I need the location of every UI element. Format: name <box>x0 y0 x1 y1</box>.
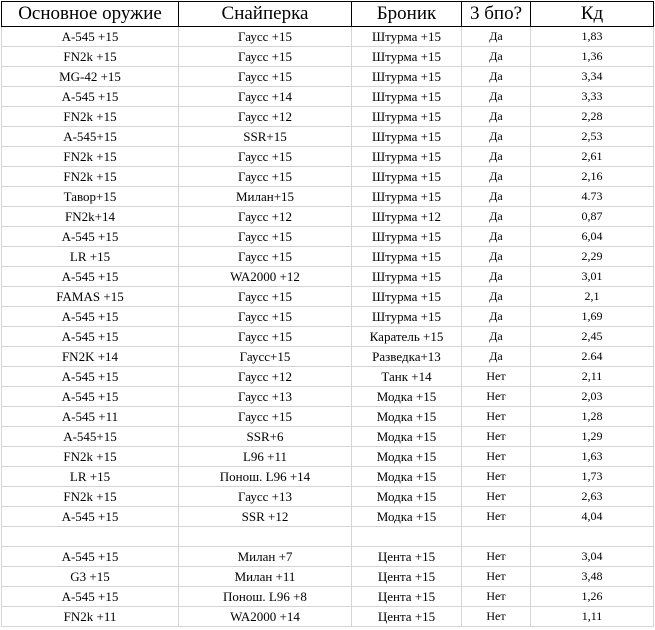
cell-primary-weapon: А-545 +15 <box>2 547 179 567</box>
cell-armor: Штурма +15 <box>352 47 462 67</box>
cell-kd: 1,36 <box>531 47 654 67</box>
cell-kd: 6,04 <box>531 227 654 247</box>
table-row <box>2 187 654 207</box>
cell-three-bpo: Да <box>462 347 531 367</box>
header-armor: Броник <box>352 2 462 27</box>
cell-sniper: Понош. L96 +8 <box>179 587 352 607</box>
cell-primary-weapon: А-545 +15 <box>2 327 179 347</box>
header-three-bpo: 3 бпо? <box>462 2 531 27</box>
table-row <box>2 147 654 167</box>
table-row <box>2 467 654 487</box>
cell-three-bpo: Нет <box>462 487 531 507</box>
cell-sniper: Гаусс +15 <box>179 327 352 347</box>
cell-kd <box>531 527 654 547</box>
cell-three-bpo <box>462 527 531 547</box>
cell-primary-weapon: FN2k +11 <box>2 607 179 627</box>
cell-sniper: Гаусс +12 <box>179 207 352 227</box>
cell-three-bpo: Нет <box>462 547 531 567</box>
cell-sniper: Гаусс +14 <box>179 87 352 107</box>
cell-sniper: Гаусс+15 <box>179 347 352 367</box>
cell-kd: 2,53 <box>531 127 654 147</box>
cell-primary-weapon: FAMAS +15 <box>2 287 179 307</box>
cell-armor: Танк +14 <box>352 367 462 387</box>
table-row <box>2 587 654 607</box>
cell-primary-weapon: FN2k +15 <box>2 447 179 467</box>
cell-armor: Штурма +15 <box>352 107 462 127</box>
header-kd: Кд <box>531 2 654 27</box>
table-row <box>2 527 654 547</box>
cell-sniper: WA2000 +14 <box>179 607 352 627</box>
cell-primary-weapon: А-545 +15 <box>2 387 179 407</box>
cell-sniper: Гаусс +15 <box>179 407 352 427</box>
cell-primary-weapon: MG-42 +15 <box>2 67 179 87</box>
cell-kd: 2,1 <box>531 287 654 307</box>
cell-sniper: WA2000 +12 <box>179 267 352 287</box>
cell-sniper: Гаусс +13 <box>179 487 352 507</box>
cell-primary-weapon: LR +15 <box>2 247 179 267</box>
table-row <box>2 47 654 67</box>
cell-armor: Модка +15 <box>352 467 462 487</box>
cell-sniper: Гаусс +12 <box>179 367 352 387</box>
cell-sniper: Гаусс +13 <box>179 387 352 407</box>
cell-sniper: Милан +7 <box>179 547 352 567</box>
cell-armor: Штурма +15 <box>352 267 462 287</box>
cell-kd: 3,34 <box>531 67 654 87</box>
cell-armor: Модка +15 <box>352 507 462 527</box>
cell-primary-weapon: А-545 +15 <box>2 367 179 387</box>
table-row <box>2 107 654 127</box>
table-row <box>2 27 654 47</box>
cell-armor: Штурма +15 <box>352 167 462 187</box>
cell-three-bpo: Нет <box>462 587 531 607</box>
cell-armor: Модка +15 <box>352 487 462 507</box>
cell-armor <box>352 527 462 547</box>
cell-sniper: Гаусс +15 <box>179 227 352 247</box>
cell-primary-weapon: А-545 +15 <box>2 27 179 47</box>
cell-sniper: Гаусс +15 <box>179 47 352 67</box>
cell-armor: Штурма +15 <box>352 287 462 307</box>
cell-armor: Модка +15 <box>352 447 462 467</box>
cell-sniper: SSR+6 <box>179 427 352 447</box>
cell-armor: Модка +15 <box>352 407 462 427</box>
cell-sniper: Гаусс +15 <box>179 27 352 47</box>
cell-kd: 1,83 <box>531 27 654 47</box>
table-row <box>2 347 654 367</box>
table-row <box>2 447 654 467</box>
table-row <box>2 607 654 627</box>
cell-sniper: Гаусс +12 <box>179 107 352 127</box>
cell-three-bpo: Да <box>462 87 531 107</box>
cell-three-bpo: Да <box>462 27 531 47</box>
cell-primary-weapon: FN2k +15 <box>2 167 179 187</box>
table-row <box>2 507 654 527</box>
cell-sniper: Понош. L96 +14 <box>179 467 352 487</box>
cell-three-bpo: Нет <box>462 367 531 387</box>
cell-three-bpo: Да <box>462 187 531 207</box>
cell-kd: 1,11 <box>531 607 654 627</box>
cell-kd: 1,28 <box>531 407 654 427</box>
cell-three-bpo: Да <box>462 327 531 347</box>
cell-armor: Цента +15 <box>352 547 462 567</box>
cell-three-bpo: Да <box>462 107 531 127</box>
cell-sniper: Милан+15 <box>179 187 352 207</box>
cell-armor: Цента +15 <box>352 567 462 587</box>
cell-primary-weapon: А-545+15 <box>2 427 179 447</box>
header-row <box>2 2 654 27</box>
table-row <box>2 287 654 307</box>
cell-sniper: Гаусс +15 <box>179 167 352 187</box>
cell-armor: Штурма +15 <box>352 87 462 107</box>
cell-three-bpo: Нет <box>462 407 531 427</box>
cell-primary-weapon: FN2k +15 <box>2 107 179 127</box>
cell-primary-weapon: А-545 +15 <box>2 227 179 247</box>
cell-sniper: SSR +12 <box>179 507 352 527</box>
cell-armor: Штурма +15 <box>352 247 462 267</box>
cell-kd: 2.64 <box>531 347 654 367</box>
table-row <box>2 487 654 507</box>
cell-kd: 1,73 <box>531 467 654 487</box>
cell-kd: 3,01 <box>531 267 654 287</box>
cell-sniper: L96 +11 <box>179 447 352 467</box>
cell-armor: Штурма +15 <box>352 307 462 327</box>
cell-kd: 1,63 <box>531 447 654 467</box>
table-row <box>2 367 654 387</box>
cell-primary-weapon: А-545 +15 <box>2 307 179 327</box>
cell-primary-weapon: G3 +15 <box>2 567 179 587</box>
cell-three-bpo: Да <box>462 127 531 147</box>
table-row <box>2 427 654 447</box>
cell-primary-weapon: Тавор+15 <box>2 187 179 207</box>
cell-armor: Каратель +15 <box>352 327 462 347</box>
cell-primary-weapon: А-545 +15 <box>2 507 179 527</box>
header-sniper: Снайперка <box>179 2 352 27</box>
table-row <box>2 247 654 267</box>
cell-sniper: Милан +11 <box>179 567 352 587</box>
table-row <box>2 127 654 147</box>
cell-armor: Цента +15 <box>352 587 462 607</box>
cell-three-bpo: Да <box>462 227 531 247</box>
cell-armor: Разведка+13 <box>352 347 462 367</box>
cell-three-bpo: Нет <box>462 507 531 527</box>
table-row <box>2 227 654 247</box>
cell-armor: Штурма +15 <box>352 227 462 247</box>
table-row <box>2 407 654 427</box>
cell-three-bpo: Да <box>462 67 531 87</box>
cell-three-bpo: Да <box>462 207 531 227</box>
cell-kd: 3,33 <box>531 87 654 107</box>
table-row <box>2 307 654 327</box>
table-row <box>2 387 654 407</box>
table-row <box>2 547 654 567</box>
cell-armor: Штурма +15 <box>352 147 462 167</box>
cell-primary-weapon <box>2 527 179 547</box>
cell-sniper <box>179 527 352 547</box>
cell-three-bpo: Да <box>462 287 531 307</box>
table-row <box>2 67 654 87</box>
cell-armor: Модка +15 <box>352 387 462 407</box>
stats-table <box>1 1 654 627</box>
table-row <box>2 267 654 287</box>
cell-kd: 2,29 <box>531 247 654 267</box>
cell-sniper: Гаусс +15 <box>179 307 352 327</box>
cell-three-bpo: Нет <box>462 467 531 487</box>
cell-armor: Штурма +15 <box>352 67 462 87</box>
cell-three-bpo: Да <box>462 247 531 267</box>
cell-kd: 2,03 <box>531 387 654 407</box>
cell-kd: 4.73 <box>531 187 654 207</box>
cell-kd: 1,26 <box>531 587 654 607</box>
table-row <box>2 87 654 107</box>
cell-primary-weapon: FN2k+14 <box>2 207 179 227</box>
cell-kd: 1,29 <box>531 427 654 447</box>
cell-kd: 2,61 <box>531 147 654 167</box>
cell-three-bpo: Да <box>462 167 531 187</box>
cell-primary-weapon: А-545 +15 <box>2 87 179 107</box>
cell-primary-weapon: FN2k +15 <box>2 487 179 507</box>
cell-primary-weapon: А-545 +11 <box>2 407 179 427</box>
cell-primary-weapon: А-545 +15 <box>2 267 179 287</box>
cell-primary-weapon: А-545 +15 <box>2 587 179 607</box>
cell-kd: 2,45 <box>531 327 654 347</box>
cell-three-bpo: Да <box>462 307 531 327</box>
table-row <box>2 207 654 227</box>
cell-kd: 2,16 <box>531 167 654 187</box>
cell-three-bpo: Нет <box>462 387 531 407</box>
cell-kd: 4,04 <box>531 507 654 527</box>
cell-sniper: Гаусс +15 <box>179 67 352 87</box>
cell-kd: 2,11 <box>531 367 654 387</box>
table-row <box>2 567 654 587</box>
table-row <box>2 167 654 187</box>
cell-three-bpo: Нет <box>462 447 531 467</box>
cell-kd: 3,04 <box>531 547 654 567</box>
cell-armor: Штурма +15 <box>352 27 462 47</box>
table-body <box>2 27 654 627</box>
cell-sniper: Гаусс +15 <box>179 287 352 307</box>
cell-kd: 1,69 <box>531 307 654 327</box>
cell-three-bpo: Нет <box>462 427 531 447</box>
cell-primary-weapon: LR +15 <box>2 467 179 487</box>
cell-armor: Модка +15 <box>352 427 462 447</box>
cell-three-bpo: Да <box>462 47 531 67</box>
cell-kd: 3,48 <box>531 567 654 587</box>
cell-three-bpo: Да <box>462 147 531 167</box>
cell-primary-weapon: А-545+15 <box>2 127 179 147</box>
cell-primary-weapon: FN2k +15 <box>2 147 179 167</box>
cell-sniper: SSR+15 <box>179 127 352 147</box>
cell-armor: Штурма +15 <box>352 187 462 207</box>
cell-primary-weapon: FN2K +14 <box>2 347 179 367</box>
cell-armor: Штурма +12 <box>352 207 462 227</box>
cell-sniper: Гаусс +15 <box>179 247 352 267</box>
cell-three-bpo: Нет <box>462 607 531 627</box>
cell-kd: 0,87 <box>531 207 654 227</box>
cell-sniper: Гаусс +15 <box>179 147 352 167</box>
cell-armor: Штурма +15 <box>352 127 462 147</box>
cell-primary-weapon: FN2k +15 <box>2 47 179 67</box>
cell-three-bpo: Нет <box>462 567 531 587</box>
cell-kd: 2,28 <box>531 107 654 127</box>
table-row <box>2 327 654 347</box>
cell-armor: Цента +15 <box>352 607 462 627</box>
cell-kd: 2,63 <box>531 487 654 507</box>
cell-three-bpo: Да <box>462 267 531 287</box>
header-primary-weapon: Основное оружие <box>2 2 179 27</box>
